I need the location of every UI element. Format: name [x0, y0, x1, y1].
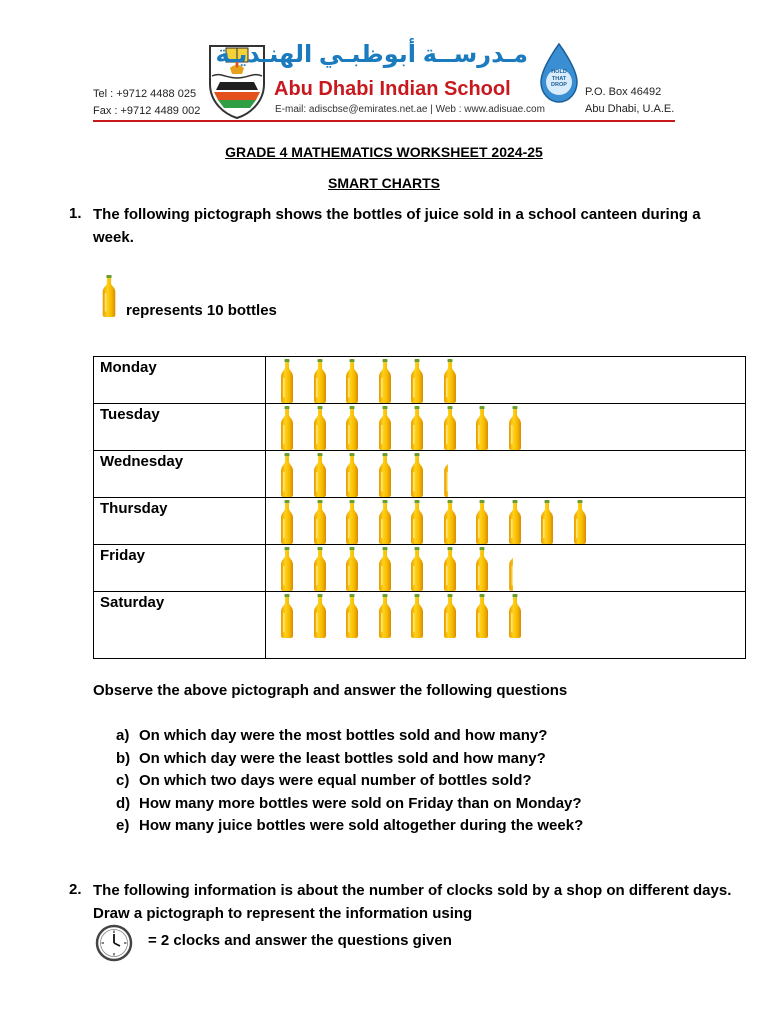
- juice-bottle-icon: [410, 547, 424, 591]
- juice-bottle-icon: [410, 406, 424, 450]
- school-name-arabic: مـدرســة أبوظبـي الهنـديـة: [215, 41, 528, 68]
- juice-bottle-icon: [573, 500, 587, 544]
- city-text: Abu Dhabi, U.A.E.: [585, 103, 675, 115]
- juice-bottle-icon: [410, 594, 424, 638]
- juice-bottle-icon: [410, 500, 424, 544]
- subquestion-label: c): [116, 772, 130, 789]
- pictograph-row: [94, 404, 746, 451]
- juice-bottle-icon: [345, 594, 359, 638]
- pictograph-day-label: Tuesday: [94, 404, 266, 451]
- juice-bottle-icon: [443, 406, 457, 450]
- juice-bottle-icon: [313, 547, 327, 591]
- partial-juice-bottle-icon: [443, 453, 448, 497]
- juice-bottle-icon: [345, 406, 359, 450]
- pictograph-bottles-cell: [266, 592, 746, 659]
- juice-bottle-icon: [410, 453, 424, 497]
- tel-text: Tel : +9712 4488 025: [93, 88, 197, 100]
- pictograph-day-label: Monday: [94, 357, 266, 404]
- juice-bottle-icon: [475, 594, 489, 638]
- pictograph-day-label: Wednesday: [94, 451, 266, 498]
- header-divider: [93, 120, 675, 122]
- pictograph-row: [94, 451, 746, 498]
- observe-instruction: Observe the above pictograph and answer the following questions: [93, 682, 568, 699]
- question-1-text: The following pictograph shows the bottles of juice sold in a school canteen during a week.: [93, 206, 701, 246]
- subquestion-label: a): [116, 727, 130, 744]
- juice-bottle-icon: [378, 547, 392, 591]
- pictograph-key-text: represents 10 bottles: [126, 302, 277, 319]
- worksheet-title: GRADE 4 MATHEMATICS WORKSHEET 2024-25: [225, 144, 543, 160]
- water-drop-logo: [537, 42, 581, 104]
- pictograph-row: [94, 545, 746, 592]
- juice-bottle-icon: [280, 547, 294, 591]
- partial-juice-bottle-icon: [508, 547, 513, 591]
- clock-key-text: = 2 clocks and answer the questions given: [148, 932, 452, 949]
- juice-bottle-icon: [508, 500, 522, 544]
- fax-text: Fax : +9712 4489 002: [93, 105, 201, 117]
- pictograph-row: [94, 592, 746, 659]
- juice-bottle-icon: [345, 547, 359, 591]
- juice-bottle-icon: [378, 500, 392, 544]
- juice-bottle-icon: [345, 500, 359, 544]
- worksheet-subtitle: SMART CHARTS: [328, 175, 440, 191]
- juice-bottle-icon: [378, 359, 392, 403]
- pictograph-bottles-cell: [266, 545, 746, 592]
- juice-bottle-icon: [378, 406, 392, 450]
- juice-bottle-icon: [443, 594, 457, 638]
- juice-bottle-icon: [443, 359, 457, 403]
- subquestion-list: [116, 725, 583, 838]
- juice-bottle-icon: [280, 453, 294, 497]
- juice-bottle-icon: [313, 359, 327, 403]
- juice-bottle-icon: [443, 500, 457, 544]
- pictograph-day-label: Friday: [94, 545, 266, 592]
- drop-badge-text: HOLD THAT DROP: [551, 69, 567, 88]
- juice-bottle-icon: [410, 359, 424, 403]
- email-web-line: E-mail: adiscbse@emirates.net.ae | Web : www.adisuae.com: [275, 104, 545, 115]
- juice-bottle-icon: [313, 406, 327, 450]
- juice-bottle-icon: [443, 547, 457, 591]
- juice-bottle-icon: [475, 500, 489, 544]
- juice-bottle-icon: [280, 594, 294, 638]
- juice-bottle-icon: [508, 594, 522, 638]
- pictograph-day-label: Thursday: [94, 498, 266, 545]
- header-contact: [93, 86, 200, 120]
- pictograph-bottles-cell: [266, 357, 746, 404]
- subquestion-label: e): [116, 817, 130, 834]
- clock-icon: [95, 924, 133, 962]
- subquestion-text: On which two days were equal number of bottles sold?: [139, 772, 532, 789]
- question-1-number: 1.: [69, 205, 82, 222]
- juice-bottle-icon: [101, 275, 117, 317]
- juice-bottle-icon: [475, 406, 489, 450]
- subquestion-item: [116, 815, 583, 838]
- pictograph-table: [93, 356, 746, 659]
- pictograph-row: [94, 357, 746, 404]
- subquestion-item: [116, 793, 583, 816]
- juice-bottle-icon: [540, 500, 554, 544]
- pictograph-day-label: Saturday: [94, 592, 266, 659]
- subquestion-item: [116, 725, 583, 748]
- subquestion-label: d): [116, 794, 131, 812]
- subquestion-item: [116, 748, 583, 771]
- subquestion-text: On which day were the most bottles sold and how many?: [139, 727, 548, 744]
- juice-bottle-icon: [378, 453, 392, 497]
- juice-bottle-icon: [280, 359, 294, 403]
- pictograph-bottles-cell: [266, 498, 746, 545]
- subquestion-text: How many juice bottles were sold altogether during the week?: [139, 817, 584, 834]
- subquestion-text: How many more bottles were sold on Friday than on Monday?: [139, 794, 582, 812]
- question-2-text: The following information is about the number of clocks sold by a shop on different days. Draw a pictograph to represent the information using: [93, 882, 732, 922]
- juice-bottle-icon: [345, 359, 359, 403]
- juice-bottle-icon: [508, 406, 522, 450]
- juice-bottle-icon: [313, 594, 327, 638]
- subquestion-item: [116, 770, 583, 793]
- juice-bottle-icon: [345, 453, 359, 497]
- pictograph-bottles-cell: [266, 404, 746, 451]
- pictograph-row: [94, 498, 746, 545]
- juice-bottle-icon: [378, 594, 392, 638]
- juice-bottle-icon: [313, 500, 327, 544]
- pictograph-bottles-cell: [266, 451, 746, 498]
- juice-bottle-icon: [280, 500, 294, 544]
- juice-bottle-icon: [313, 453, 327, 497]
- subquestion-label: b): [116, 749, 131, 767]
- address-block: [585, 84, 674, 118]
- question-2-number: 2.: [69, 881, 82, 898]
- subquestion-text: On which day were the least bottles sold and how many?: [139, 749, 546, 767]
- juice-bottle-icon: [280, 406, 294, 450]
- school-name-english: Abu Dhabi Indian School: [274, 78, 511, 100]
- po-box-text: P.O. Box 46492: [585, 86, 662, 98]
- juice-bottle-icon: [475, 547, 489, 591]
